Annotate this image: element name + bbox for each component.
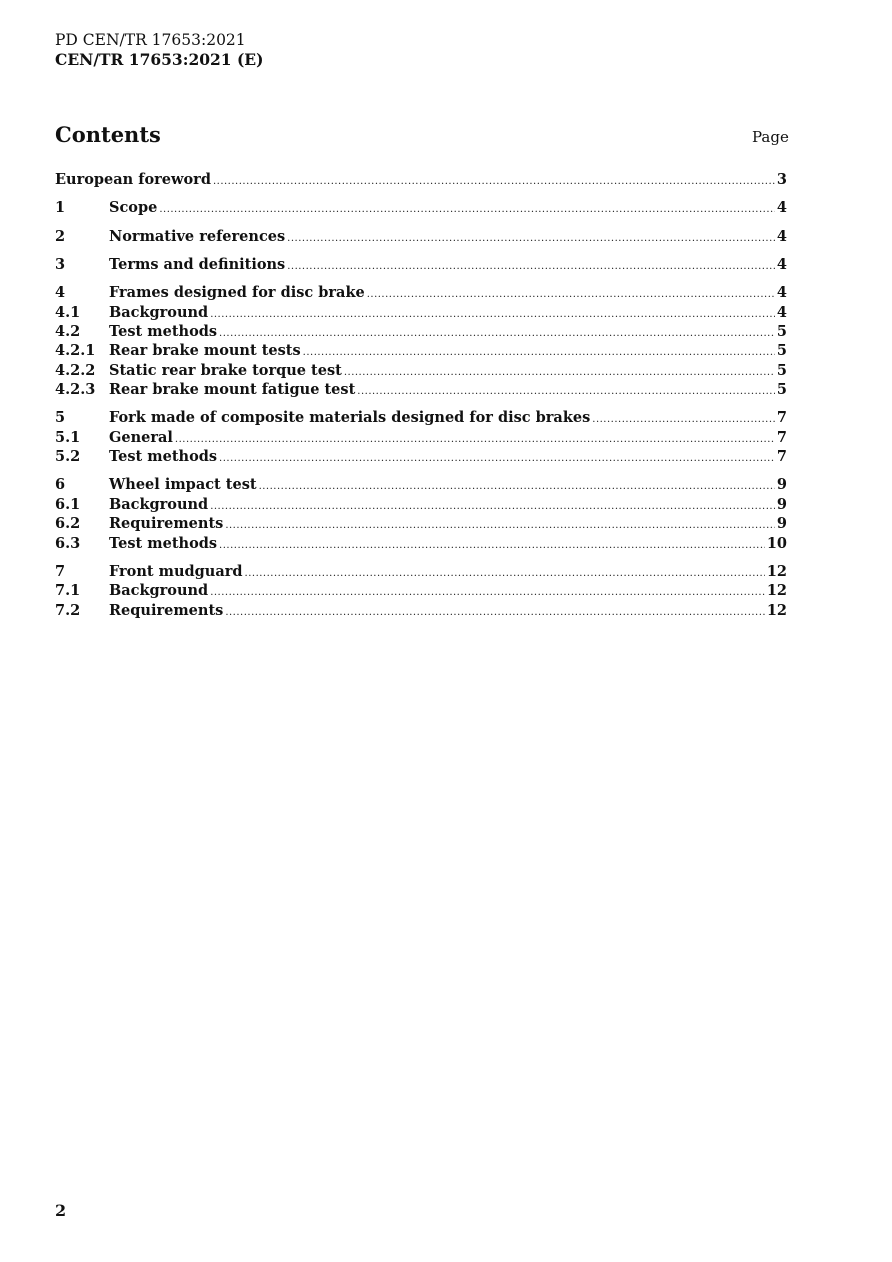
toc-entry[interactable] (55, 283, 787, 302)
toc-entry[interactable] (55, 341, 787, 360)
toc-entry-number: 6.3 (55, 534, 81, 552)
toc-entry[interactable] (55, 227, 787, 246)
toc-dot-leader (210, 583, 765, 602)
toc-entry-title: Test methods (109, 534, 218, 552)
toc-entry-title: Fork made of composite materials designed for disc brakes (109, 409, 591, 427)
toc-entry-number: 6.1 (55, 495, 81, 513)
toc-entry[interactable] (55, 303, 787, 322)
toc-entry-number: 4.2 (55, 322, 81, 340)
page-column-label: Page (752, 128, 789, 146)
toc-entry[interactable] (55, 447, 787, 466)
toc-entry-title: Background (109, 303, 209, 321)
toc-entry-page: 7 (776, 448, 787, 466)
toc-entry[interactable] (55, 562, 787, 581)
toc-dot-leader (219, 324, 775, 343)
toc-entry[interactable] (55, 198, 787, 217)
toc-entry-page: 12 (766, 582, 787, 600)
toc-dot-leader (245, 564, 765, 583)
toc-entry-title: Normative references (109, 227, 286, 245)
toc-dot-leader (367, 285, 775, 304)
toc-entry[interactable] (55, 495, 787, 514)
toc-entry[interactable] (55, 361, 787, 380)
toc-entry-page: 5 (776, 342, 787, 360)
toc-entry-title: Static rear brake torque test (109, 361, 342, 379)
toc-dot-leader (210, 497, 775, 516)
toc-entry-page: 12 (766, 601, 787, 619)
toc-entry-number: 3 (55, 255, 66, 273)
toc-entry-title: Requirements (109, 601, 224, 619)
toc-entry[interactable] (55, 428, 787, 447)
toc-dot-leader (175, 430, 775, 449)
toc-dot-leader (259, 477, 775, 496)
toc-entry-page: 4 (776, 199, 787, 217)
toc-entry-number: 5 (55, 409, 66, 427)
toc-entry[interactable] (55, 475, 787, 494)
toc-dot-leader (159, 200, 775, 219)
toc-entry-page: 4 (776, 255, 787, 273)
toc-entry[interactable] (55, 408, 787, 427)
toc-entry-page: 7 (776, 409, 787, 427)
toc-entry-title: Front mudguard (109, 562, 243, 580)
toc-entry-page: 5 (776, 322, 787, 340)
toc-entry-page: 4 (776, 227, 787, 245)
toc-entry[interactable] (55, 581, 787, 600)
toc-dot-leader (210, 305, 775, 324)
toc-entry-page: 5 (776, 361, 787, 379)
page-number: 2 (55, 1201, 67, 1220)
toc-entry-page: 9 (776, 515, 787, 533)
toc-entry-number: 7.2 (55, 601, 81, 619)
toc-entry-title: Terms and definitions (109, 255, 286, 273)
toc-entry-number: 6.2 (55, 515, 81, 533)
toc-entry-page: 9 (776, 476, 787, 494)
toc-entry-title: Rear brake mount fatigue test (109, 381, 356, 399)
toc-entry[interactable] (55, 255, 787, 274)
toc-entry-page: 12 (766, 562, 787, 580)
toc-entry-number: 4.2.3 (55, 381, 96, 399)
toc-entry[interactable] (55, 601, 787, 620)
toc-entry-page: 7 (776, 428, 787, 446)
toc-entry-page: 5 (776, 381, 787, 399)
toc-entry[interactable] (55, 322, 787, 341)
toc-entry-title: Background (109, 495, 209, 513)
toc-dot-leader (219, 536, 765, 555)
toc-dot-leader (303, 343, 775, 362)
toc-entry-number: 5.2 (55, 448, 81, 466)
toc-entry-title: Rear brake mount tests (109, 342, 301, 360)
toc-entry-title: Scope (109, 199, 158, 217)
toc-entry-number: 4 (55, 284, 66, 302)
toc-entry-title: Test methods (109, 448, 218, 466)
toc-dot-leader (225, 603, 765, 622)
toc-entry-page: 4 (776, 303, 787, 321)
toc-entry-number: 5.1 (55, 428, 81, 446)
toc-dot-leader (357, 382, 775, 401)
toc-entry-title: Test methods (109, 322, 218, 340)
toc-dot-leader (213, 172, 775, 191)
toc-entry-title: Frames designed for disc brake (109, 284, 365, 302)
toc-entry-page: 9 (776, 495, 787, 513)
toc-entry-number: 4.2.1 (55, 342, 96, 360)
document-designation: PD CEN/TR 17653:2021 (55, 31, 246, 49)
toc-entry-number: 1 (55, 199, 66, 217)
toc-entry-title: Requirements (109, 515, 224, 533)
toc-entry-title: Wheel impact test (109, 476, 257, 494)
toc-entry[interactable] (55, 514, 787, 533)
toc-entry[interactable] (55, 380, 787, 399)
toc-entry-number: 4.1 (55, 303, 81, 321)
toc-entry-title: Background (109, 582, 209, 600)
toc-dot-leader (592, 410, 775, 429)
toc-dot-leader (287, 229, 775, 248)
contents-heading: Contents (55, 122, 161, 147)
toc-entry[interactable] (55, 170, 787, 189)
toc-entry-number: 2 (55, 227, 66, 245)
toc-entry-page: 3 (776, 171, 787, 188)
toc-dot-leader (344, 363, 775, 382)
toc-entry-title: General (109, 428, 173, 446)
toc-entry-number: 7.1 (55, 582, 81, 600)
toc-dot-leader (287, 257, 775, 276)
table-of-contents (55, 170, 787, 620)
toc-entry[interactable] (55, 534, 787, 553)
document-reference: CEN/TR 17653:2021 (E) (55, 50, 264, 69)
toc-entry-number: 6 (55, 476, 66, 494)
toc-dot-leader (225, 516, 775, 535)
toc-entry-number: 7 (55, 562, 66, 580)
toc-entry-title: European foreword (55, 171, 211, 188)
toc-entry-page: 4 (776, 284, 787, 302)
toc-entry-number: 4.2.2 (55, 361, 96, 379)
document-header (55, 30, 263, 70)
toc-dot-leader (219, 449, 775, 468)
toc-entry-page: 10 (766, 534, 787, 552)
